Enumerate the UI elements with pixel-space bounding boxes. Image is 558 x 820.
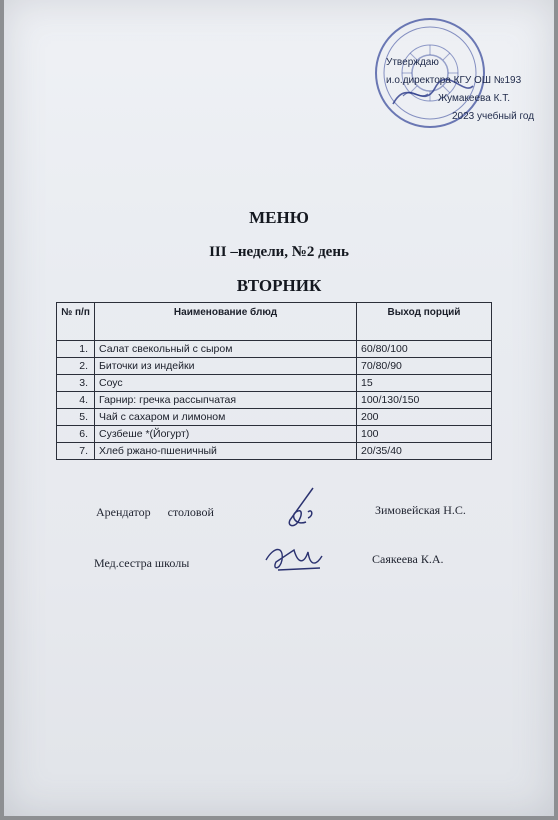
cell-portion: 70/80/90 bbox=[357, 358, 492, 375]
cell-num: 6. bbox=[57, 426, 95, 443]
table-row bbox=[57, 443, 492, 460]
tenant-signature-row bbox=[96, 505, 214, 520]
cell-portion: 200 bbox=[357, 409, 492, 426]
cell-num: 2. bbox=[57, 358, 95, 375]
cell-portion: 15 bbox=[357, 375, 492, 392]
cell-num: 1. bbox=[57, 341, 95, 358]
page-subtitle: III –недели, №2 день bbox=[209, 244, 349, 260]
cell-num: 5. bbox=[57, 409, 95, 426]
tenant-name: Зимовейская Н.С. bbox=[375, 503, 466, 517]
cell-portion: 60/80/100 bbox=[357, 341, 492, 358]
column-header-number: № п/п bbox=[57, 303, 95, 341]
menu-table bbox=[56, 302, 492, 460]
tenant-role: Арендатор bbox=[96, 505, 151, 519]
approval-line-3: Жумакеева К.Т. bbox=[438, 93, 510, 104]
cell-name: Гарнир: гречка рассыпчатая bbox=[95, 392, 357, 409]
approval-line-1: Утверждаю bbox=[386, 57, 439, 68]
cell-portion: 20/35/40 bbox=[357, 443, 492, 460]
table-row bbox=[57, 358, 492, 375]
approval-line-4: 2023 учебный год bbox=[452, 111, 535, 122]
nurse-signature-mark bbox=[264, 540, 326, 576]
cell-num: 7. bbox=[57, 443, 95, 460]
cell-name: Сузбеше *(Йогурт) bbox=[95, 426, 357, 443]
cell-name: Хлеб ржано-пшеничный bbox=[95, 443, 357, 460]
approval-block bbox=[386, 54, 558, 126]
column-header-portion: Выход порций bbox=[357, 303, 492, 341]
day-title: ВТОРНИК bbox=[236, 276, 322, 295]
cell-name: Соус bbox=[95, 375, 357, 392]
approval-line-2: и.о.директора КГУ ОШ №193 bbox=[386, 75, 522, 86]
table-row bbox=[57, 375, 492, 392]
table-row bbox=[57, 341, 492, 358]
table-header-row bbox=[57, 303, 492, 341]
table-row bbox=[57, 426, 492, 443]
nurse-name: Саякеева К.А. bbox=[372, 552, 444, 566]
nurse-role: Мед.сестра школы bbox=[94, 556, 190, 570]
tenant-place: столовой bbox=[167, 505, 214, 519]
page-title: МЕНЮ bbox=[249, 208, 309, 227]
cell-name: Салат свекольный с сыром bbox=[95, 341, 357, 358]
cell-name: Биточки из индейки bbox=[95, 358, 357, 375]
cell-num: 3. bbox=[57, 375, 95, 392]
cell-name: Чай с сахаром и лимоном bbox=[95, 409, 357, 426]
column-header-dish: Наименование блюд bbox=[95, 303, 357, 341]
tenant-signature-mark bbox=[278, 486, 328, 530]
table-row bbox=[57, 409, 492, 426]
cell-portion: 100 bbox=[357, 426, 492, 443]
cell-num: 4. bbox=[57, 392, 95, 409]
cell-portion: 100/130/150 bbox=[357, 392, 492, 409]
table-row bbox=[57, 392, 492, 409]
